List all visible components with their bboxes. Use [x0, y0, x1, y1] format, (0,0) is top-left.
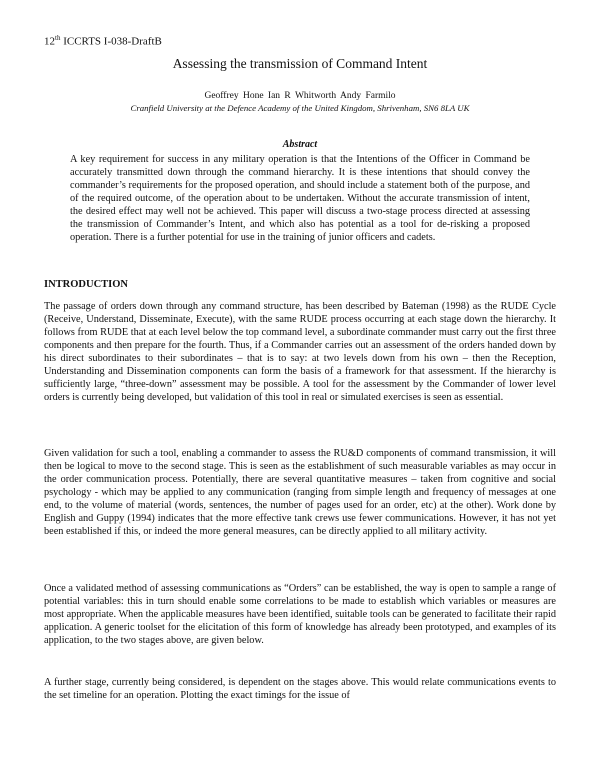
- abstract-text: A key requirement for success in any military operation is that the Intentions of the Officer in Command be accurately transmitted down through the command hierarchy. It is these intentions that should convey the commander’s requirements for the proposed operation, and should include a statement both of the purpose, and of the required outcome, of the operation about to be undertaken. Without the accurate transmission of intent, the desired effect may well not be achieved. This paper will discuss a two-stage process directed at assessing the transmission of Commander’s Intent, and which also has potential as a tool for de-risking a proposed operation. There is a further potential for use in the training of junior officers and cadets.: [70, 154, 530, 243]
- paragraph: A further stage, currently being considered, is dependent on the stages above. This would relate communications events to the set timeline for an operation. Plotting the exact timings for the issue of: [44, 677, 556, 701]
- abstract-heading: Abstract: [282, 139, 318, 150]
- paragraph: Given validation for such a tool, enabling a commander to assess the RU&D components of command transmission, it will then be logical to move to the second stage. This is seen as the establishment of such measurable variables as may occur in the order communication process. Potentially, there are several quantitative measures – taken from cognitive and social psychology - which may be applied to any communication (ranging from simple length and frequency of messages at one end, to the volume of material (words, sentences, the number of pages used for an order, etc) at the other). Work done by English and Guppy (1994) indicates that the more effective tank crews use fewer communications. However, it has not yet been established if this, or indeed the more general measures, can be directly applied to all military activity.: [44, 448, 556, 537]
- conference-number: 12: [44, 35, 55, 48]
- affiliation: Cranfield University at the Defence Academy of the United Kingdom, Shrivenham, SN6 8LA UK: [130, 103, 470, 113]
- paragraph: The passage of orders down through any command structure, has been described by Bateman (1998) as the RUDE Cycle (Receive, Understand, Disseminate, Execute), with the same RUDE process occurring at each stage down the hierarchy. It follows from RUDE that at each level below the top command level, a subordinate commander must carry out the first three components and then prepare for the fourth. Thus, if a Commander carries out an assessment of the orders handed down by his direct subordinates to their subordinates – that is to say: at two levels down from his own – then the Reception, Understanding and Dissemination components can form the basis of a framework for that assessment. If the hierarchy is sufficiently large, “three-down” assessment may be possible. A tool for the assessment by the Commander of lower level orders is currently being developed, but validation of this tool in real or simulated exercises is seen as essential.: [44, 301, 556, 403]
- paper-title: Assessing the transmission of Command Intent: [172, 56, 428, 71]
- author-list: Geoffrey Hone Ian R Whitworth Andy Farmilo: [204, 91, 396, 101]
- introduction-heading: INTRODUCTION: [44, 279, 129, 290]
- running-header: [44, 34, 162, 48]
- conference-code: ICCRTS I-038-DraftB: [60, 35, 162, 48]
- paragraph: Once a validated method of assessing communications as “Orders” can be established, the way is open to sample a range of potential variables: this in turn should enable some correlations to be made to establish which variables or measures are most appropriate. When the applicable measures have been identified, suitable tools can be generated to facilitate their rapid application. A generic toolset for the elicitation of this form of knowledge has already been prototyped, and examples of its application, to the two stages above, are given below.: [44, 583, 556, 646]
- conference-ordinal: th: [55, 34, 61, 42]
